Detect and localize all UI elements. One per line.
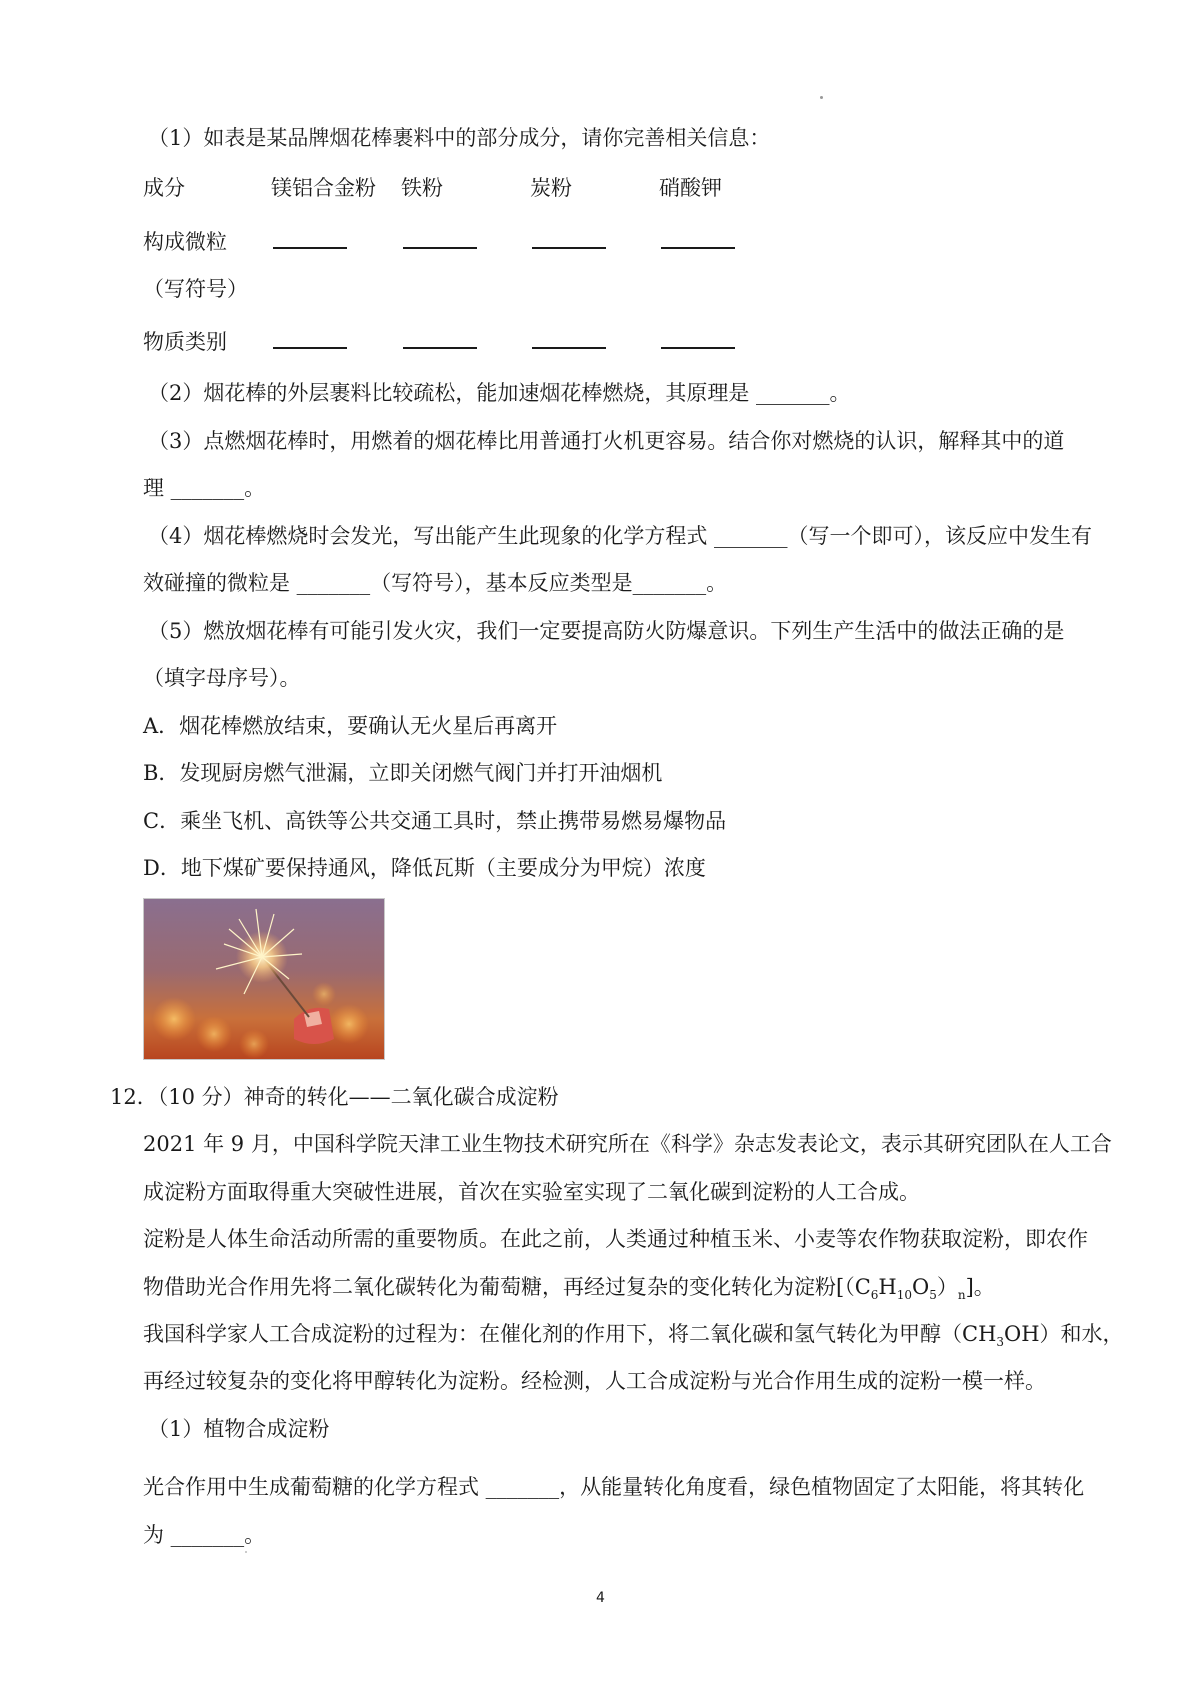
sparkler-photo: [143, 898, 385, 1060]
answer-blank: [530, 328, 608, 356]
q12-title: 12．（10 分）神奇的转化——二氧化碳合成淀粉: [110, 1085, 559, 1109]
table-col-potassium-nitrate: 硝酸钾: [659, 176, 722, 200]
answer-blank: [401, 328, 479, 356]
option-a: A．烟花棒燃放结束，要确认无火星后再离开: [143, 714, 558, 738]
q11-part1-intro: （1）如表是某品牌烟花棒裹料中的部分成分，请你完善相关信息：: [148, 126, 771, 150]
q12-para1-line1: 2021 年 9 月，中国科学院天津工业生物技术研究所在《科学》杂志发表论文，表示其研究团队在人工合: [143, 1132, 1112, 1156]
q12-para2-line1: 淀粉是人体生命活动所需的重要物质。在此之前，人类通过种植玉米、小麦等农作物获取淀粉，即农作: [143, 1227, 1088, 1251]
q12-part1-line1: 光合作用中生成葡萄糖的化学方程式 _______，从能量转化角度看，绿色植物固定了太阳能，将其转化: [143, 1475, 1085, 1499]
answer-blank: [659, 328, 737, 356]
answer-blank: [271, 228, 349, 256]
option-b: B．发现厨房燃气泄漏，立即关闭燃气阀门并打开油烟机: [143, 761, 663, 785]
table-row1-note: （写符号）: [143, 277, 248, 301]
answer-blank: [530, 228, 608, 256]
q12-part1-line2: 为 _______。: [143, 1523, 266, 1547]
table-row2-label: 物质类别: [143, 330, 227, 354]
speck-mark: [820, 96, 823, 99]
q11-part4-line2: 效碰撞的微粒是 _______（写符号），基本反应类型是_______。: [143, 571, 728, 595]
option-c: C．乘坐飞机、高铁等公共交通工具时，禁止携带易燃易爆物品: [143, 809, 727, 833]
answer-blank: [659, 228, 737, 256]
q11-part3-line1: （3）点燃烟花棒时，用燃着的烟花棒比用普通打火机更容易。结合你对燃烧的认识，解释其中的道: [148, 429, 1065, 453]
speck-mark: [245, 1551, 247, 1553]
table-col-carbon: 炭粉: [530, 176, 572, 200]
option-d: D．地下煤矿要保持通风，降低瓦斯（主要成分为甲烷）浓度: [143, 856, 706, 880]
q12-para3-line1: 我国科学家人工合成淀粉的过程为：在催化剂的作用下，将二氧化碳和氢气转化为甲醇$(CH_3OH)$和水，: [143, 1322, 1124, 1350]
q11-part4-line1: （4）烟花棒燃烧时会发光，写出能产生此现象的化学方程式 _______（写一个即可），该反应中发生有: [148, 524, 1093, 548]
answer-blank: [401, 228, 479, 256]
table-header-label: 成分: [143, 176, 185, 200]
q12-para3-line2: 再经过较复杂的变化将甲醇转化为淀粉。经检测，人工合成淀粉与光合作用生成的淀粉一模一样。: [143, 1369, 1046, 1393]
q11-part5-line1: （5）燃放烟花棒有可能引发火灾，我们一定要提高防火防爆意识。下列生产生活中的做法正确的是: [148, 619, 1065, 643]
q11-part2: （2）烟花棒的外层裹料比较疏松，能加速烟花棒燃烧，其原理是 _______。: [148, 381, 851, 405]
q11-part3-line2: 理 _______。: [143, 476, 266, 500]
table-col-iron: 铁粉: [401, 176, 443, 200]
table-row1-label: 构成微粒: [143, 230, 227, 254]
q11-part5-line2: （填字母序号）。: [143, 666, 301, 690]
table-col-magnesium-aluminum: 镁铝合金粉: [271, 176, 376, 200]
page-number: 4: [596, 1590, 605, 1606]
q12-part1-heading: （1）植物合成淀粉: [148, 1417, 330, 1441]
q12-para2-line2: 物借助光合作用先将二氧化碳转化为葡萄糖，再经过复杂的变化转化为淀粉$[(C_6H_{10}O_5)_n]$。: [143, 1275, 995, 1303]
q12-para1-line2: 成淀粉方面取得重大突破性进展，首次在实验室实现了二氧化碳到淀粉的人工合成。: [143, 1180, 920, 1204]
answer-blank: [271, 328, 349, 356]
